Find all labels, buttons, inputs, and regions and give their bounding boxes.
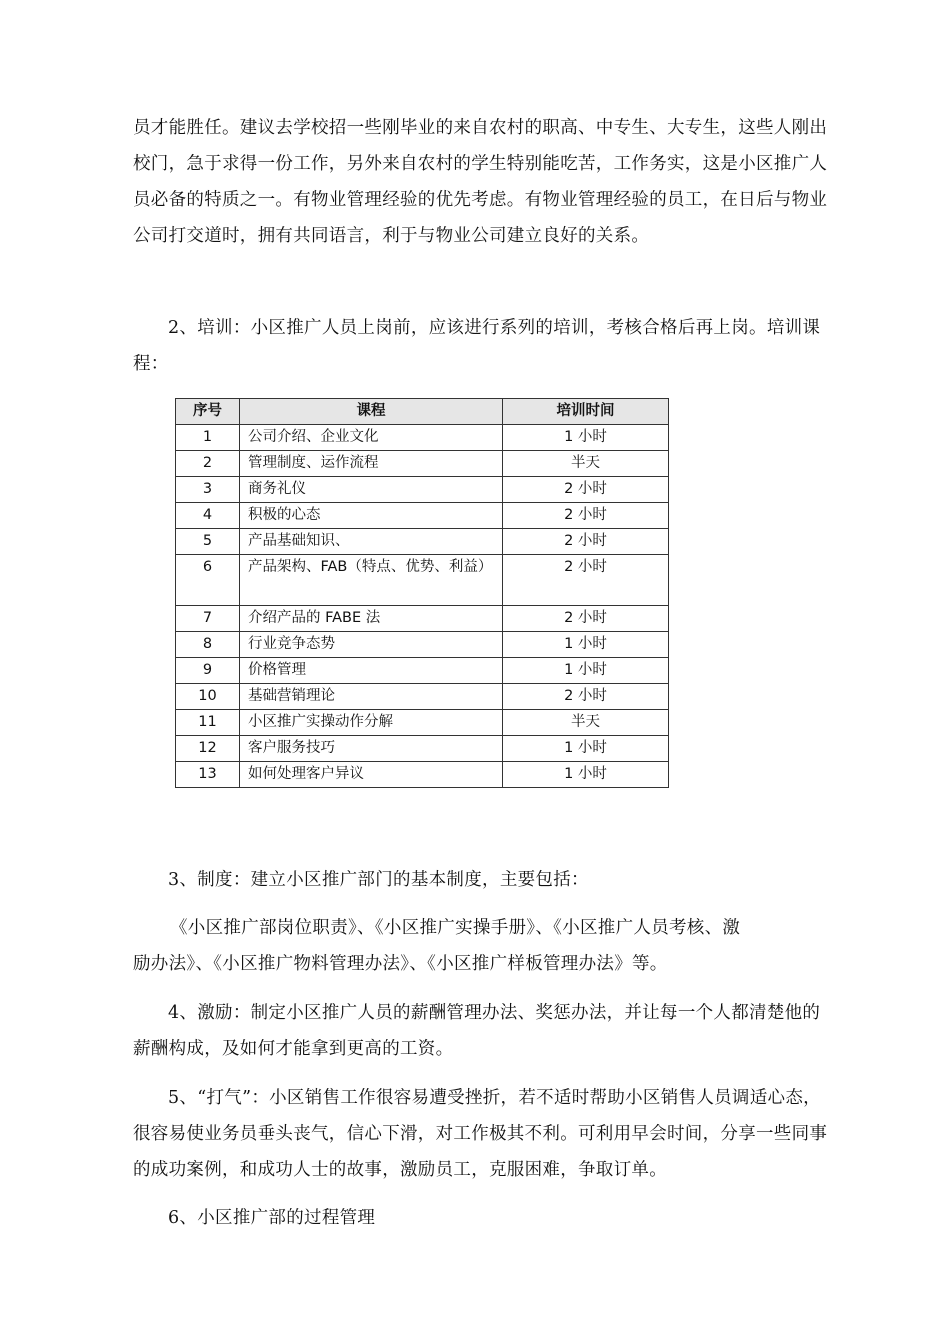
training-course-table [175,398,669,788]
row-number: 13 [176,762,240,788]
table-row [176,632,669,658]
header-number: 序号 [176,399,240,425]
table-row [176,555,669,606]
row-duration: 2 小时 [503,684,669,710]
row-number: 12 [176,736,240,762]
paragraph-training: 2、培训：小区推广人员上岗前，应该进行系列的培训，考核合格后再上岗。培训课程： [133,318,821,374]
row-duration: 2 小时 [503,503,669,529]
row-course: 公司介绍、企业文化 [240,425,503,451]
table-row [176,451,669,477]
table-row [176,762,669,788]
table-row [176,529,669,555]
row-duration: 2 小时 [503,555,669,606]
row-course: 价格管理 [240,658,503,684]
row-duration: 1 小时 [503,425,669,451]
row-number: 3 [176,477,240,503]
row-duration: 1 小时 [503,658,669,684]
row-duration: 半天 [503,710,669,736]
row-number: 11 [176,710,240,736]
row-course: 介绍产品的 FABE 法 [240,606,503,632]
documents-line-1: 《小区推广部岗位职责》、《小区推广实操手册》、《小区推广人员考核、激 [170,918,741,938]
table-row [176,684,669,710]
row-duration: 1 小时 [503,736,669,762]
row-course: 小区推广实操动作分解 [240,710,503,736]
row-course: 行业竞争态势 [240,632,503,658]
header-duration: 培训时间 [503,399,669,425]
row-number: 7 [176,606,240,632]
row-course: 积极的心态 [240,503,503,529]
row-number: 10 [176,684,240,710]
paragraph-process-management: 6、小区推广部的过程管理 [168,1208,376,1228]
row-duration: 1 小时 [503,762,669,788]
row-number: 4 [176,503,240,529]
row-duration: 半天 [503,451,669,477]
header-course: 课程 [240,399,503,425]
table-row [176,710,669,736]
row-course: 产品架构、FAB（特点、优势、利益） [240,555,503,606]
row-course: 产品基础知识、 [240,529,503,555]
row-course: 基础营销理论 [240,684,503,710]
paragraph-incentive: 4、激励：制定小区推广人员的薪酬管理办法、奖惩办法，并让每一个人都清楚他的薪酬构成，及如何才能拿到更高的工资。 [133,1003,821,1059]
paragraph-system-documents [133,910,833,982]
row-number: 8 [176,632,240,658]
row-course: 如何处理客户异议 [240,762,503,788]
table-body [176,425,669,788]
row-course: 客户服务技巧 [240,736,503,762]
table-row [176,425,669,451]
row-course: 商务礼仪 [240,477,503,503]
row-course: 管理制度、运作流程 [240,451,503,477]
table-header-row [176,399,669,425]
row-number: 2 [176,451,240,477]
paragraph-morale: 5、“打气”：小区销售工作很容易遭受挫折，若不适时帮助小区销售人员调适心态，很容易使业务员垂头丧气，信心下滑，对工作极其不利。可利用早会时间，分享一些同事的成功案例，和成功人士的故事，激励员工，克服困难，争取订单。 [133,1088,828,1180]
documents-line-2: 励办法》、《小区推广物料管理办法》、《小区推广样板管理办法》等。 [133,954,668,974]
table-row [176,477,669,503]
paragraph-recruitment: 员才能胜任。建议去学校招一些刚毕业的来自农村的职高、中专生、大专生，这些人刚出校门，急于求得一份工作，另外来自农村的学生特别能吃苦，工作务实，这是小区推广人员必备的特质之一。有物业管理经验的优先考虑。有物业管理经验的员工，在日后与物业公司打交道时，拥有共同语言，利于与物业公司建立良好的关系。 [133,118,828,246]
row-number: 5 [176,529,240,555]
table-row [176,658,669,684]
row-number: 6 [176,555,240,606]
table-row [176,503,669,529]
paragraph-system: 3、制度：建立小区推广部门的基本制度，主要包括： [168,870,589,890]
row-duration: 2 小时 [503,606,669,632]
row-duration: 2 小时 [503,477,669,503]
row-duration: 1 小时 [503,632,669,658]
row-number: 9 [176,658,240,684]
table-row [176,736,669,762]
table-row [176,606,669,632]
row-duration: 2 小时 [503,529,669,555]
row-number: 1 [176,425,240,451]
